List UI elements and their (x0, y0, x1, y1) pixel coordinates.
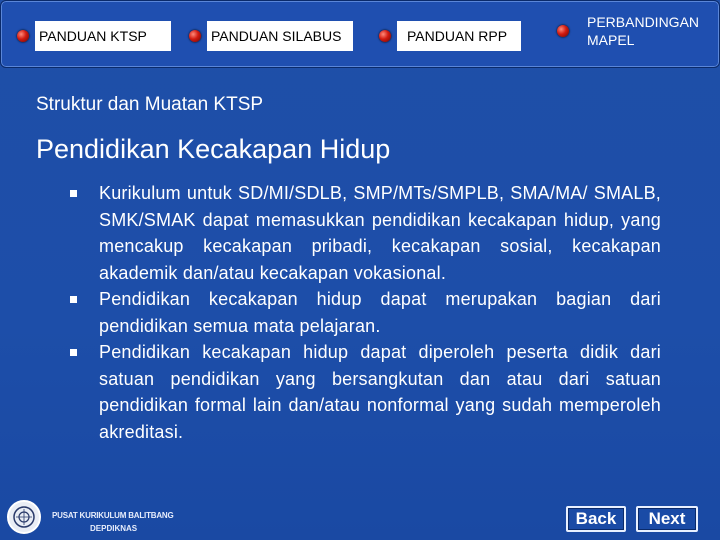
back-button[interactable]: Back (566, 506, 626, 532)
nav-label: PANDUAN RPP (397, 21, 521, 51)
nav-button-panduan-silabus[interactable] (189, 19, 353, 53)
org-name-line1: PUSAT KURIKULUM BALITBANG (52, 511, 174, 520)
nav-button-panduan-rpp[interactable] (379, 19, 521, 53)
square-bullet-icon (70, 190, 77, 197)
list-item (68, 339, 661, 445)
nav-label: PANDUAN SILABUS (207, 21, 353, 51)
org-name-line2: DEPDIKNAS (90, 524, 138, 533)
red-sphere-icon (17, 30, 29, 42)
top-navigation-bar (0, 0, 720, 68)
nav-button-perbandingan-mapel[interactable] (557, 14, 720, 48)
red-sphere-icon (379, 30, 391, 42)
ministry-seal-logo (7, 500, 41, 534)
nav-label: PERBANDINGAN MAPEL (587, 14, 700, 48)
square-bullet-icon (70, 349, 77, 356)
list-item-text: Pendidikan kecakapan hidup dapat merupakan bagian dari pendidikan semua mata pelajaran. (99, 289, 661, 336)
list-item (68, 286, 661, 339)
section-subtitle: Struktur dan Muatan KTSP (36, 94, 264, 115)
bullet-list (68, 180, 661, 445)
list-item (68, 180, 661, 286)
nav-label: PANDUAN KTSP (35, 21, 171, 51)
list-item-text: Pendidikan kecakapan hidup dapat diperoleh peserta didik dari satuan pendidikan yang bersangkutan dan atau dari satuan pendidikan formal lain dan/atau nonformal yang sudah memperoleh akreditasi. (99, 342, 661, 442)
square-bullet-icon (70, 296, 77, 303)
red-sphere-icon (189, 30, 201, 42)
next-button[interactable]: Next (636, 506, 698, 532)
red-sphere-icon (557, 25, 569, 37)
list-item-text: Kurikulum untuk SD/MI/SDLB, SMP/MTs/SMPLB, SMA/MA/ SMALB, SMK/SMAK dapat memasukkan pendidikan kecakapan hidup, yang mencakup kecakapan pribadi, kecakapan sosial, kecakapan akademik dan/atau kecakapan vokasional. (99, 183, 661, 283)
seal-icon (12, 505, 36, 529)
page-title: Pendidikan Kecakapan Hidup (36, 134, 391, 164)
nav-button-panduan-ktsp[interactable] (17, 19, 171, 53)
